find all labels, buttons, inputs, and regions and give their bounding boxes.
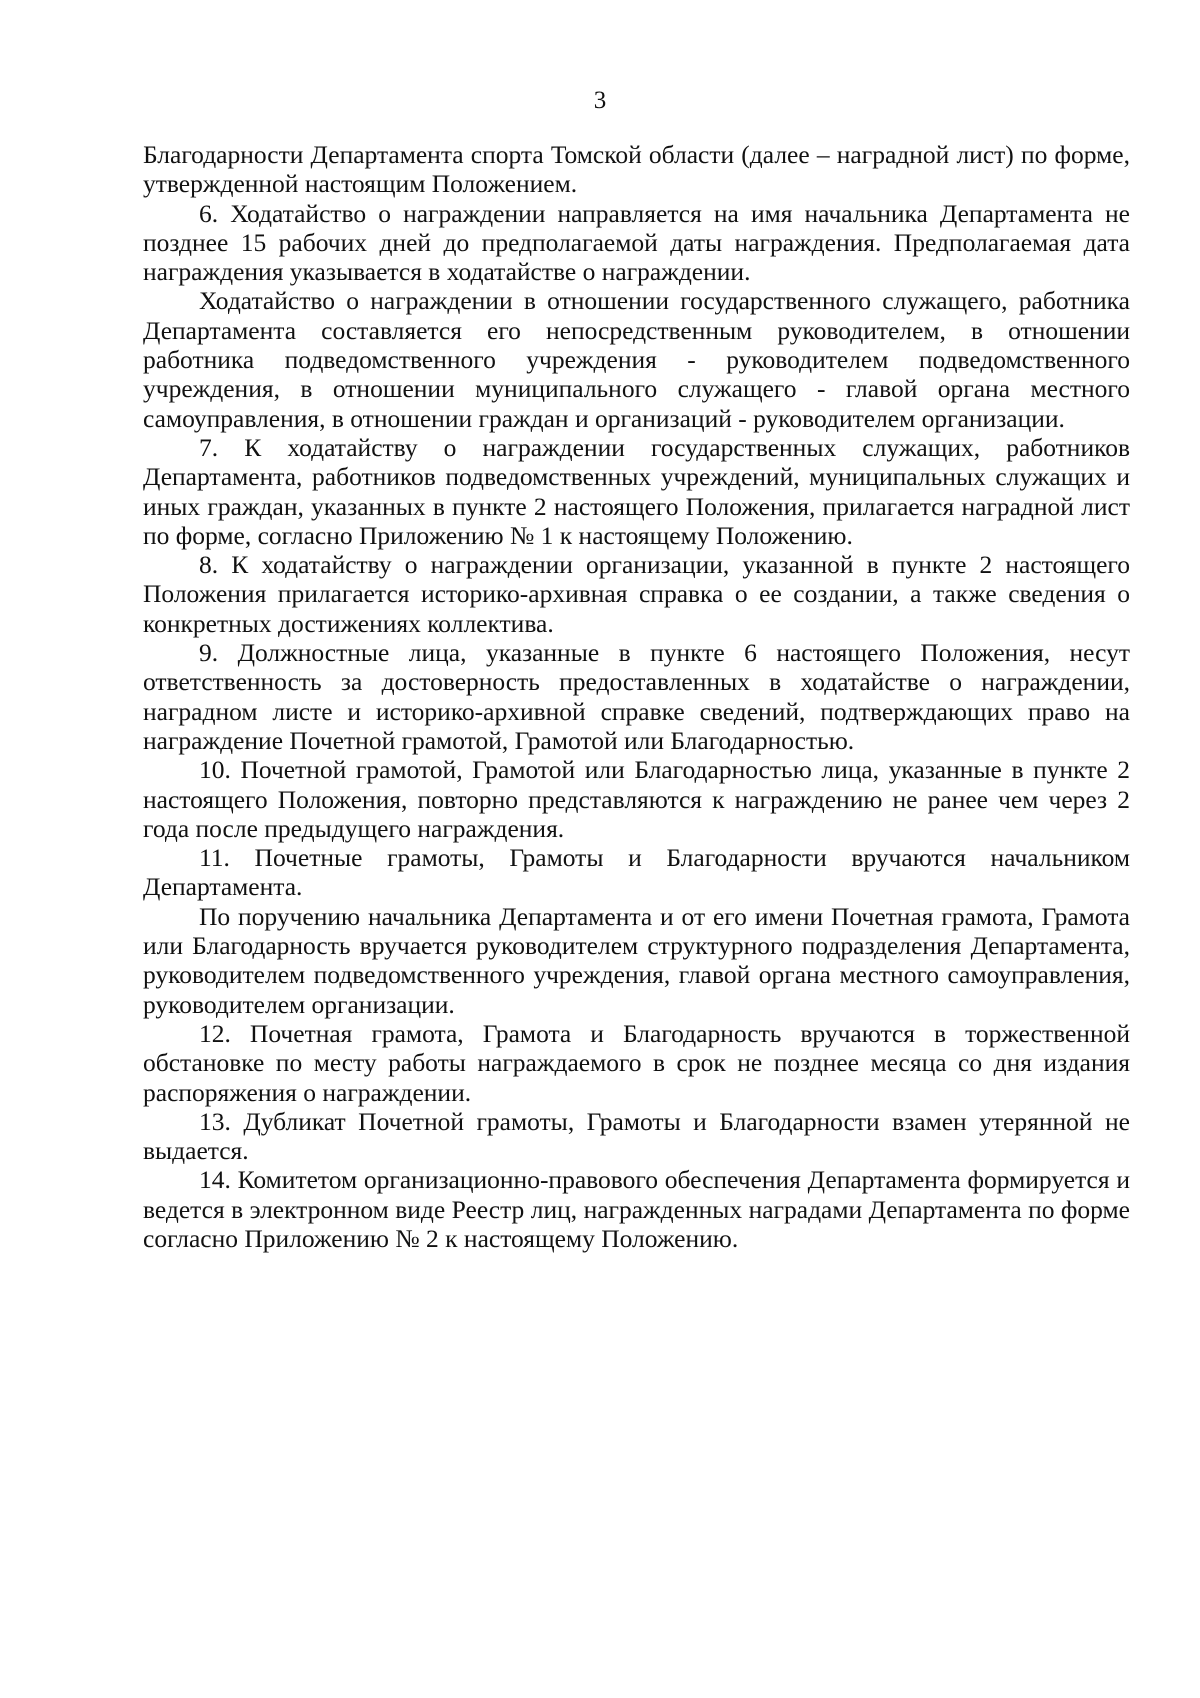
paragraph-continuation: Благодарности Департамента спорта Томской области (далее – наградной лист) по форме, утвержденной настоящим Положением.: [143, 140, 1130, 199]
paragraph-item-12: 12. Почетная грамота, Грамота и Благодарность вручаются в торжественной обстановке по месту работы награждаемого в срок не позднее месяца со дня издания распоряжения о награждении.: [143, 1018, 1130, 1107]
paragraph-item-6-petition-author: Ходатайство о награждении в отношении государственного служащего, работника Департамента составляется его непосредственным руководителем, в отношении работника подведомственного учреждения - руководителем подведомственного учреждения, в отношении муниципального служащего - главой органа местного самоуправления, в отношении граждан и организаций - руководителем организации.: [143, 286, 1130, 433]
paragraph-item-14: 14. Комитетом организационно-правового обеспечения Департамента формируется и ведется в электронном виде Реестр лиц, награжденных наградами Департамента по форме согласно Приложению № 2 к настоящему Положению.: [143, 1165, 1130, 1253]
paragraph-item-6: 6. Ходатайство о награждении направляется на имя начальника Департамента не позднее 15 рабочих дней до предполагаемой даты награждения. Предполагаемая дата награждения указывается в ходатайстве о награждении.: [143, 198, 1130, 287]
paragraph-item-7: 7. К ходатайству о награждении государственных служащих, работников Департамента, работников подведомственных учреждений, муниципальных служащих и иных граждан, указанных в пункте 2 настоящего Положения, прилагается наградной лист по форме, согласно Приложению № 1 к настоящему Положению.: [143, 432, 1130, 550]
paragraph-item-11: 11. Почетные грамоты, Грамоты и Благодарности вручаются начальником Департамента.: [143, 843, 1130, 902]
paragraph-item-9: 9. Должностные лица, указанные в пункте 6 настоящего Положения, несут ответственность за достоверность предоставленных в ходатайстве о награждении, наградном листе и историко-архивной справке сведений, подтверждающих право на награждение Почетной грамотой, Грамотой или Благодарностью.: [143, 638, 1130, 755]
page-number: 3: [593, 87, 607, 114]
paragraph-item-10: 10. Почетной грамотой, Грамотой или Благодарностью лица, указанные в пункте 2 настоящего Положения, повторно представляются к награждению не ранее чем через 2 года после предыдущего награждения.: [143, 755, 1130, 843]
paragraph-item-11-delegation: По поручению начальника Департамента и от его имени Почетная грамота, Грамота или Благодарность вручается руководителем структурного подразделения Департамента, руководителем подведомственного учреждения, главой органа местного самоуправления, руководителем организации.: [143, 901, 1130, 1019]
document-body: [143, 140, 1130, 1253]
paragraph-item-13: 13. Дубликат Почетной грамоты, Грамоты и Благодарности взамен утерянной не выдается.: [143, 1106, 1130, 1166]
paragraph-item-8: 8. К ходатайству о награждении организации, указанной в пункте 2 настоящего Положения прилагается историко-архивная справка о ее создании, а также сведения о конкретных достижениях коллектива.: [143, 550, 1130, 638]
